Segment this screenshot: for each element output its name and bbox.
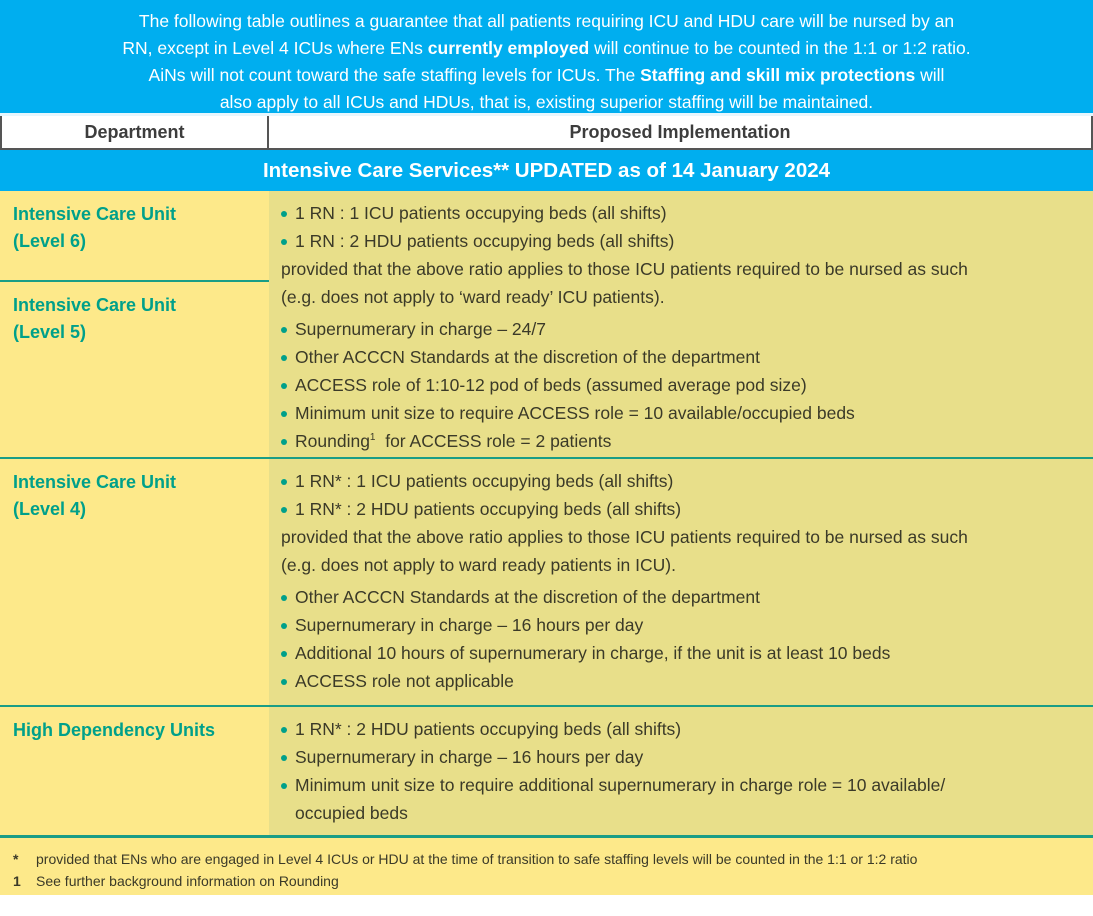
bullet-icon (281, 727, 287, 733)
footnote-link[interactable]: See further background information on Rounding (36, 873, 339, 889)
footnote-reference[interactable]: 1 (369, 432, 376, 444)
bullet-icon (281, 507, 287, 513)
intro-text: will continue to be counted in the 1:1 or 1:2 ratio. (589, 38, 971, 58)
bullet-icon (281, 755, 287, 761)
department-name: Intensive Care Unit (13, 204, 177, 224)
bullet-icon (281, 595, 287, 601)
footnote (13, 848, 1081, 870)
implementation-cell (269, 707, 1093, 835)
list-item (281, 715, 1081, 743)
intro-line-2 (30, 35, 1063, 62)
list-item (281, 199, 1081, 227)
department-label (0, 707, 269, 744)
rounding-text: for ACCESS role = 2 patients (375, 431, 612, 451)
footnote (13, 870, 1081, 892)
list-item (281, 639, 1081, 667)
department-cell (0, 459, 269, 705)
list-item-text: Other ACCCN Standards at the discretion of the department (295, 587, 760, 607)
department-name: High Dependency Units (13, 720, 216, 740)
list-item-text: Supernumerary in charge – 16 hours per day (295, 747, 644, 767)
column-header-department: Department (0, 116, 269, 148)
intro-line-1: The following table outlines a guarantee that all patients requiring ICU and HDU care will be nursed by an (138, 11, 955, 31)
intro-banner (0, 0, 1093, 113)
department-label (0, 459, 269, 523)
list-item-text: ACCESS role not applicable (295, 671, 514, 691)
proviso-text: provided that the above ratio applies to those ICU patients required to be nursed as such (281, 527, 968, 547)
list-item (281, 315, 1081, 343)
bullet-icon (281, 327, 287, 333)
bullet-icon (281, 783, 287, 789)
bullet-icon (281, 679, 287, 685)
bullet-icon (281, 211, 287, 217)
list-item-text: Supernumerary in charge – 24/7 (295, 319, 546, 339)
bullet-icon (281, 239, 287, 245)
list-item-text: 1 RN : 1 ICU patients occupying beds (all shifts) (295, 203, 667, 223)
list-item-text: Other ACCCN Standards at the discretion of the department (295, 347, 760, 367)
list-item (281, 227, 1081, 255)
list-item-line: occupied beds (295, 803, 408, 823)
table-row (0, 707, 1093, 835)
bullet-icon (281, 411, 287, 417)
footnote-mark: 1 (13, 873, 21, 889)
list-item-text: 1 RN* : 2 HDU patients occupying beds (all shifts) (295, 499, 682, 519)
list-item-text: 1 RN* : 1 ICU patients occupying beds (all shifts) (295, 471, 674, 491)
divider (0, 835, 1093, 838)
table-row (0, 191, 1093, 457)
list-item-text: 1 RN* : 2 HDU patients occupying beds (all shifts) (295, 719, 682, 739)
department-cell (0, 191, 269, 457)
list-item (281, 611, 1081, 639)
footnotes (0, 838, 1093, 895)
intro-emphasis-link[interactable]: Staffing and skill mix protections (640, 65, 916, 85)
list-item-text: Minimum unit size to require ACCESS role = 10 available/occupied beds (295, 403, 855, 423)
intro-text: AiNs will not count toward the safe staffing levels for ICUs. The (148, 65, 641, 85)
bullet-icon (281, 479, 287, 485)
list-item-text: Additional 10 hours of supernumerary in charge, if the unit is at least 10 beds (295, 643, 891, 663)
list-item-text: Supernumerary in charge – 16 hours per day (295, 615, 644, 635)
bullet-icon (281, 623, 287, 629)
list-item (281, 427, 1081, 455)
list-item-text: ACCESS role of 1:10-12 pod of beds (assumed average pod size) (295, 375, 807, 395)
footnote-text: provided that ENs who are engaged in Level 4 ICUs or HDU at the time of transition to safe staffing levels will be counted in the 1:1 or 1:2 ratio (36, 851, 918, 867)
department-cell (0, 707, 269, 835)
bullet-icon (281, 651, 287, 657)
intro-line-4: also apply to all ICUs and HDUs, that is, existing superior staffing will be maintained. (219, 92, 874, 112)
list-item (281, 467, 1081, 495)
footnote-mark: * (13, 851, 19, 867)
bullet-icon (281, 383, 287, 389)
list-item-text (295, 427, 611, 455)
table-row (0, 459, 1093, 705)
list-item (281, 583, 1081, 611)
list-item-text: 1 RN : 2 HDU patients occupying beds (all shifts) (295, 231, 675, 251)
department-name: Intensive Care Unit (13, 295, 177, 315)
department-level: (Level 4) (13, 499, 87, 519)
list-item (281, 343, 1081, 371)
proviso-text: (e.g. does not apply to ‘ward ready’ ICU patients). (281, 287, 665, 307)
list-item (281, 667, 1081, 695)
list-item (281, 743, 1081, 771)
intro-line-3 (30, 62, 1063, 89)
table-body (0, 191, 1093, 838)
bullet-icon (281, 355, 287, 361)
list-item (281, 495, 1081, 523)
list-item-text (295, 771, 945, 827)
list-item (281, 371, 1081, 399)
column-header-implementation: Proposed Implementation (269, 116, 1093, 148)
department-name: Intensive Care Unit (13, 472, 177, 492)
intro-text: RN, except in Level 4 ICUs where ENs (122, 38, 428, 58)
proviso-text: provided that the above ratio applies to those ICU patients required to be nursed as such (281, 259, 968, 279)
list-item (281, 399, 1081, 427)
department-level: (Level 6) (13, 231, 87, 251)
intro-emphasis: currently employed (427, 38, 590, 58)
list-item (281, 771, 1081, 827)
table-header (0, 116, 1093, 150)
implementation-cell (269, 191, 1093, 457)
bullet-icon (281, 439, 287, 445)
department-label (0, 282, 269, 457)
department-level: (Level 5) (13, 322, 87, 342)
section-title: Intensive Care Services** UPDATED as of 14 January 2024 (0, 150, 1093, 191)
intro-text: will (915, 65, 945, 85)
proviso-text: (e.g. does not apply to ward ready patients in ICU). (281, 555, 676, 575)
rounding-text: Rounding (295, 431, 370, 451)
department-label (0, 191, 269, 280)
implementation-cell (269, 459, 1093, 705)
list-item-line: Minimum unit size to require additional supernumerary in charge role = 10 available/ (295, 775, 946, 795)
